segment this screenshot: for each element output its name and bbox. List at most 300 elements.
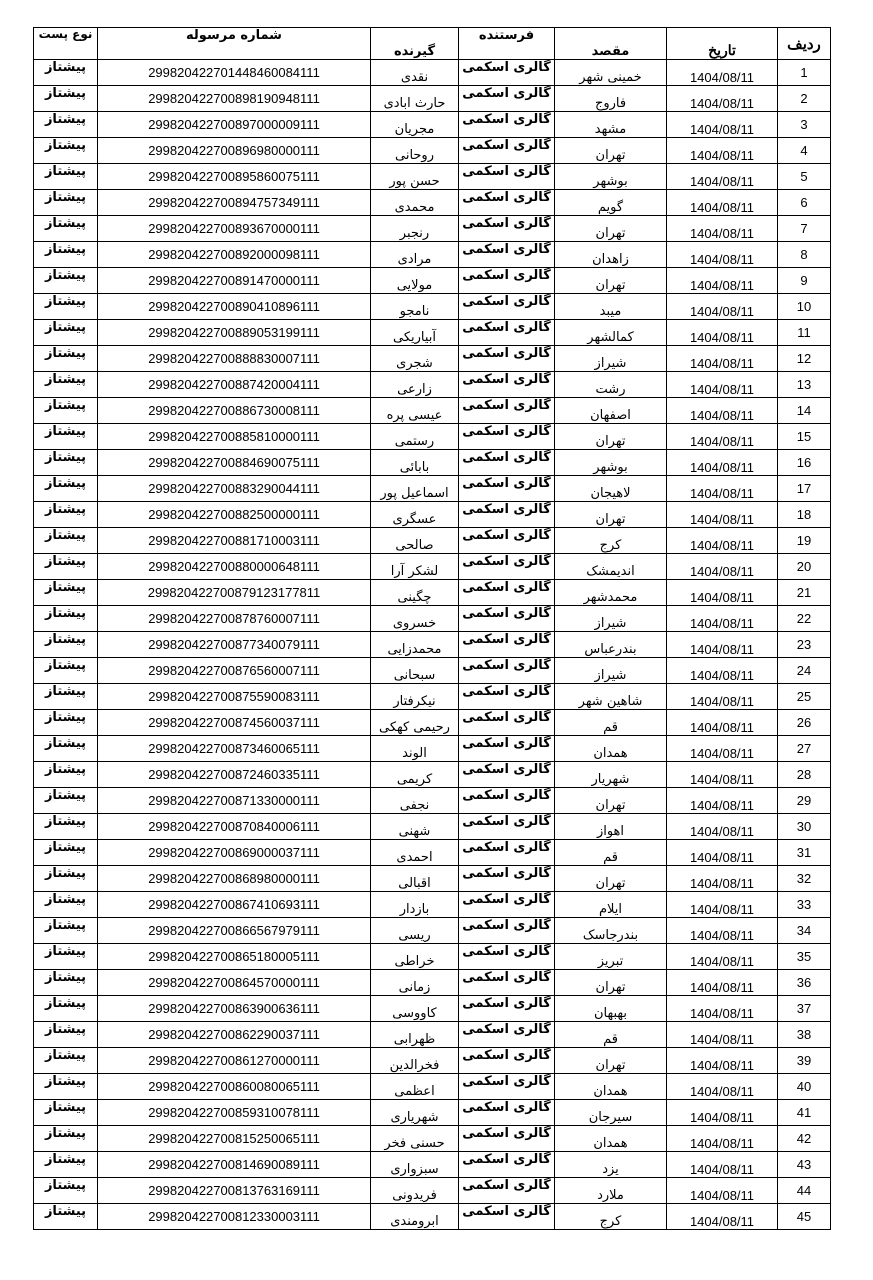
sender-cell: گالری اسکمی bbox=[459, 970, 555, 996]
destination-cell: بوشهر bbox=[555, 450, 667, 476]
row-number-cell: 10 bbox=[778, 294, 831, 320]
sender-cell: گالری اسکمی bbox=[459, 632, 555, 658]
tracking-number-cell: 299820422700887420004111 bbox=[98, 372, 371, 398]
tracking-number-cell: 299820422700862290037111 bbox=[98, 1022, 371, 1048]
post-type-cell: پیشتاز bbox=[34, 1204, 98, 1230]
table-row bbox=[34, 112, 831, 138]
recipient-cell: اقبالی bbox=[371, 866, 459, 892]
tracking-number-cell: 299820422700876560007111 bbox=[98, 658, 371, 684]
post-type-cell: پیشتاز bbox=[34, 216, 98, 242]
tracking-number-cell: 299820422700893670000111 bbox=[98, 216, 371, 242]
post-type-cell: پیشتاز bbox=[34, 528, 98, 554]
tracking-number-cell: 299820422700895860075111 bbox=[98, 164, 371, 190]
header-row bbox=[34, 28, 831, 60]
sender-cell: گالری اسکمی bbox=[459, 398, 555, 424]
row-number-cell: 3 bbox=[778, 112, 831, 138]
tracking-number-cell: 299820422700884690075111 bbox=[98, 450, 371, 476]
date-cell: 1404/08/11 bbox=[667, 1100, 778, 1126]
post-type-cell: پیشتاز bbox=[34, 788, 98, 814]
sender-cell: گالری اسکمی bbox=[459, 450, 555, 476]
recipient-cell: کاووسی bbox=[371, 996, 459, 1022]
recipient-cell: شهریاری bbox=[371, 1100, 459, 1126]
date-cell: 1404/08/11 bbox=[667, 346, 778, 372]
date-cell: 1404/08/11 bbox=[667, 1204, 778, 1230]
recipient-cell: بازدار bbox=[371, 892, 459, 918]
post-type-cell: پیشتاز bbox=[34, 762, 98, 788]
post-type-cell: پیشتاز bbox=[34, 268, 98, 294]
table-row bbox=[34, 970, 831, 996]
destination-cell: تهران bbox=[555, 502, 667, 528]
tracking-number-cell: 299820422700868980000111 bbox=[98, 866, 371, 892]
row-number-cell: 22 bbox=[778, 606, 831, 632]
table-row bbox=[34, 736, 831, 762]
row-number-cell: 16 bbox=[778, 450, 831, 476]
sender-cell: گالری اسکمی bbox=[459, 242, 555, 268]
destination-cell: بهبهان bbox=[555, 996, 667, 1022]
row-number-cell: 5 bbox=[778, 164, 831, 190]
post-type-cell: پیشتاز bbox=[34, 450, 98, 476]
sender-cell: گالری اسکمی bbox=[459, 502, 555, 528]
table-row bbox=[34, 996, 831, 1022]
table-row bbox=[34, 398, 831, 424]
destination-cell: فاروج bbox=[555, 86, 667, 112]
destination-cell: بوشهر bbox=[555, 164, 667, 190]
date-cell: 1404/08/11 bbox=[667, 866, 778, 892]
table-row bbox=[34, 606, 831, 632]
table-row bbox=[34, 814, 831, 840]
table-row bbox=[34, 1204, 831, 1230]
recipient-cell: چگینی bbox=[371, 580, 459, 606]
row-number-cell: 36 bbox=[778, 970, 831, 996]
destination-cell: تهران bbox=[555, 866, 667, 892]
tracking-number-cell: 299820422700891470000111 bbox=[98, 268, 371, 294]
date-cell: 1404/08/11 bbox=[667, 450, 778, 476]
row-number-cell: 40 bbox=[778, 1074, 831, 1100]
recipient-cell: سبزواری bbox=[371, 1152, 459, 1178]
date-cell: 1404/08/11 bbox=[667, 1074, 778, 1100]
post-type-cell: پیشتاز bbox=[34, 944, 98, 970]
post-type-cell: پیشتاز bbox=[34, 736, 98, 762]
destination-cell: سیرجان bbox=[555, 1100, 667, 1126]
date-cell: 1404/08/11 bbox=[667, 788, 778, 814]
recipient-cell: محمدزایی bbox=[371, 632, 459, 658]
row-number-cell: 8 bbox=[778, 242, 831, 268]
sender-cell: گالری اسکمی bbox=[459, 1048, 555, 1074]
recipient-cell: ظهرابی bbox=[371, 1022, 459, 1048]
sender-cell: گالری اسکمی bbox=[459, 580, 555, 606]
tracking-number-cell: 299820422700863900636111 bbox=[98, 996, 371, 1022]
sender-cell: گالری اسکمی bbox=[459, 892, 555, 918]
recipient-cell: رنجبر bbox=[371, 216, 459, 242]
recipient-cell: رستمی bbox=[371, 424, 459, 450]
row-number-cell: 28 bbox=[778, 762, 831, 788]
destination-cell: تهران bbox=[555, 970, 667, 996]
date-cell: 1404/08/11 bbox=[667, 684, 778, 710]
date-cell: 1404/08/11 bbox=[667, 1126, 778, 1152]
row-number-cell: 9 bbox=[778, 268, 831, 294]
date-cell: 1404/08/11 bbox=[667, 424, 778, 450]
sender-cell: گالری اسکمی bbox=[459, 320, 555, 346]
table-row bbox=[34, 86, 831, 112]
row-number-cell: 14 bbox=[778, 398, 831, 424]
row-number-cell: 19 bbox=[778, 528, 831, 554]
table-row bbox=[34, 164, 831, 190]
date-cell: 1404/08/11 bbox=[667, 840, 778, 866]
recipient-cell: صالحی bbox=[371, 528, 459, 554]
sender-cell: گالری اسکمی bbox=[459, 918, 555, 944]
row-number-cell: 12 bbox=[778, 346, 831, 372]
destination-cell: اهواز bbox=[555, 814, 667, 840]
post-type-cell: پیشتاز bbox=[34, 424, 98, 450]
row-number-cell: 17 bbox=[778, 476, 831, 502]
table-row bbox=[34, 268, 831, 294]
tracking-number-cell: 299820422700861270000111 bbox=[98, 1048, 371, 1074]
table-row bbox=[34, 1178, 831, 1204]
post-type-cell: پیشتاز bbox=[34, 1048, 98, 1074]
destination-cell: تهران bbox=[555, 268, 667, 294]
post-type-cell: پیشتاز bbox=[34, 502, 98, 528]
tracking-number-cell: 299820422700815250065111 bbox=[98, 1126, 371, 1152]
sender-cell: گالری اسکمی bbox=[459, 684, 555, 710]
shipment-sheet bbox=[38, 27, 831, 1230]
date-cell: 1404/08/11 bbox=[667, 86, 778, 112]
post-type-cell: پیشتاز bbox=[34, 1022, 98, 1048]
post-type-cell: پیشتاز bbox=[34, 190, 98, 216]
sender-cell: گالری اسکمی bbox=[459, 944, 555, 970]
table-body bbox=[34, 60, 831, 1230]
sender-cell: گالری اسکمی bbox=[459, 1022, 555, 1048]
recipient-cell: خسروی bbox=[371, 606, 459, 632]
sender-cell: گالری اسکمی bbox=[459, 554, 555, 580]
table-row bbox=[34, 554, 831, 580]
tracking-number-cell: 299820422700871330000111 bbox=[98, 788, 371, 814]
date-cell: 1404/08/11 bbox=[667, 138, 778, 164]
tracking-number-cell: 299820422700882500000111 bbox=[98, 502, 371, 528]
recipient-cell: عسگری bbox=[371, 502, 459, 528]
destination-cell: محمدشهر bbox=[555, 580, 667, 606]
row-number-cell: 21 bbox=[778, 580, 831, 606]
post-type-cell: پیشتاز bbox=[34, 398, 98, 424]
table-row bbox=[34, 788, 831, 814]
row-number-cell: 24 bbox=[778, 658, 831, 684]
post-type-cell: پیشتاز bbox=[34, 840, 98, 866]
date-cell: 1404/08/11 bbox=[667, 632, 778, 658]
header-tracking-number: شماره مرسوله bbox=[98, 28, 371, 60]
header-row-number: ردیف bbox=[778, 28, 831, 60]
date-cell: 1404/08/11 bbox=[667, 268, 778, 294]
tracking-number-cell: 299820422700869000037111 bbox=[98, 840, 371, 866]
sender-cell: گالری اسکمی bbox=[459, 710, 555, 736]
table-row bbox=[34, 892, 831, 918]
row-number-cell: 13 bbox=[778, 372, 831, 398]
destination-cell: تهران bbox=[555, 788, 667, 814]
row-number-cell: 29 bbox=[778, 788, 831, 814]
table-row bbox=[34, 320, 831, 346]
tracking-number-cell: 299820422700897000009111 bbox=[98, 112, 371, 138]
recipient-cell: مولایی bbox=[371, 268, 459, 294]
sender-cell: گالری اسکمی bbox=[459, 476, 555, 502]
sender-cell: گالری اسکمی bbox=[459, 1100, 555, 1126]
row-number-cell: 39 bbox=[778, 1048, 831, 1074]
row-number-cell: 32 bbox=[778, 866, 831, 892]
date-cell: 1404/08/11 bbox=[667, 1048, 778, 1074]
sender-cell: گالری اسکمی bbox=[459, 1074, 555, 1100]
date-cell: 1404/08/11 bbox=[667, 476, 778, 502]
sender-cell: گالری اسکمی bbox=[459, 606, 555, 632]
sender-cell: گالری اسکمی bbox=[459, 840, 555, 866]
post-type-cell: پیشتاز bbox=[34, 242, 98, 268]
destination-cell: میبد bbox=[555, 294, 667, 320]
row-number-cell: 27 bbox=[778, 736, 831, 762]
row-number-cell: 45 bbox=[778, 1204, 831, 1230]
header-destination: مقصد bbox=[555, 28, 667, 60]
header-date: تاریخ bbox=[667, 28, 778, 60]
post-type-cell: پیشتاز bbox=[34, 1074, 98, 1100]
tracking-number-cell: 299820422700898190948111 bbox=[98, 86, 371, 112]
post-type-cell: پیشتاز bbox=[34, 814, 98, 840]
tracking-number-cell: 299820422700883290044111 bbox=[98, 476, 371, 502]
tracking-number-cell: 299820422700894757349111 bbox=[98, 190, 371, 216]
tracking-number-cell: 299820422700860080065111 bbox=[98, 1074, 371, 1100]
destination-cell: مشهد bbox=[555, 112, 667, 138]
row-number-cell: 42 bbox=[778, 1126, 831, 1152]
recipient-cell: نیکرفتار bbox=[371, 684, 459, 710]
table-row bbox=[34, 944, 831, 970]
row-number-cell: 35 bbox=[778, 944, 831, 970]
table-row bbox=[34, 762, 831, 788]
tracking-number-cell: 299820422700892000098111 bbox=[98, 242, 371, 268]
row-number-cell: 43 bbox=[778, 1152, 831, 1178]
destination-cell: شیراز bbox=[555, 658, 667, 684]
table-row bbox=[34, 866, 831, 892]
tracking-number-cell: 299820422700859310078111 bbox=[98, 1100, 371, 1126]
destination-cell: تبریز bbox=[555, 944, 667, 970]
recipient-cell: حارث ابادی bbox=[371, 86, 459, 112]
destination-cell: همدان bbox=[555, 1074, 667, 1100]
sender-cell: گالری اسکمی bbox=[459, 528, 555, 554]
date-cell: 1404/08/11 bbox=[667, 944, 778, 970]
tracking-number-cell: 299820422700880000648111 bbox=[98, 554, 371, 580]
table-row bbox=[34, 580, 831, 606]
sender-cell: گالری اسکمی bbox=[459, 190, 555, 216]
table-row bbox=[34, 710, 831, 736]
date-cell: 1404/08/11 bbox=[667, 918, 778, 944]
row-number-cell: 33 bbox=[778, 892, 831, 918]
row-number-cell: 7 bbox=[778, 216, 831, 242]
post-type-cell: پیشتاز bbox=[34, 866, 98, 892]
header-recipient: گیرنده bbox=[371, 28, 459, 60]
date-cell: 1404/08/11 bbox=[667, 606, 778, 632]
recipient-cell: حسنی فخر bbox=[371, 1126, 459, 1152]
table-row bbox=[34, 1022, 831, 1048]
destination-cell: شاهین شهر bbox=[555, 684, 667, 710]
recipient-cell: ابرومندی bbox=[371, 1204, 459, 1230]
recipient-cell: فریدونی bbox=[371, 1178, 459, 1204]
post-type-cell: پیشتاز bbox=[34, 294, 98, 320]
row-number-cell: 20 bbox=[778, 554, 831, 580]
row-number-cell: 23 bbox=[778, 632, 831, 658]
destination-cell: شیراز bbox=[555, 606, 667, 632]
table-row bbox=[34, 1100, 831, 1126]
recipient-cell: حسن پور bbox=[371, 164, 459, 190]
sender-cell: گالری اسکمی bbox=[459, 788, 555, 814]
recipient-cell: مجریان bbox=[371, 112, 459, 138]
table-row bbox=[34, 450, 831, 476]
destination-cell: قم bbox=[555, 840, 667, 866]
recipient-cell: احمدی bbox=[371, 840, 459, 866]
post-type-cell: پیشتاز bbox=[34, 970, 98, 996]
destination-cell: یزد bbox=[555, 1152, 667, 1178]
date-cell: 1404/08/11 bbox=[667, 112, 778, 138]
date-cell: 1404/08/11 bbox=[667, 398, 778, 424]
post-type-cell: پیشتاز bbox=[34, 138, 98, 164]
row-number-cell: 11 bbox=[778, 320, 831, 346]
destination-cell: اندیمشک bbox=[555, 554, 667, 580]
sender-cell: گالری اسکمی bbox=[459, 736, 555, 762]
tracking-number-cell: 299820422700888830007111 bbox=[98, 346, 371, 372]
date-cell: 1404/08/11 bbox=[667, 528, 778, 554]
date-cell: 1404/08/11 bbox=[667, 658, 778, 684]
tracking-number-cell: 299820422700864570000111 bbox=[98, 970, 371, 996]
tracking-number-cell: 299820422700881710003111 bbox=[98, 528, 371, 554]
destination-cell: تهران bbox=[555, 424, 667, 450]
sender-cell: گالری اسکمی bbox=[459, 1126, 555, 1152]
post-type-cell: پیشتاز bbox=[34, 60, 98, 86]
table-row bbox=[34, 1074, 831, 1100]
tracking-number-cell: 299820422700873460065111 bbox=[98, 736, 371, 762]
date-cell: 1404/08/11 bbox=[667, 710, 778, 736]
row-number-cell: 31 bbox=[778, 840, 831, 866]
table-row bbox=[34, 528, 831, 554]
recipient-cell: لشکر آرا bbox=[371, 554, 459, 580]
tracking-number-cell: 299820422700878760007111 bbox=[98, 606, 371, 632]
sender-cell: گالری اسکمی bbox=[459, 866, 555, 892]
row-number-cell: 34 bbox=[778, 918, 831, 944]
sender-cell: گالری اسکمی bbox=[459, 372, 555, 398]
date-cell: 1404/08/11 bbox=[667, 892, 778, 918]
post-type-cell: پیشتاز bbox=[34, 476, 98, 502]
sender-cell: گالری اسکمی bbox=[459, 1204, 555, 1230]
post-type-cell: پیشتاز bbox=[34, 684, 98, 710]
table-row bbox=[34, 658, 831, 684]
destination-cell: ایلام bbox=[555, 892, 667, 918]
date-cell: 1404/08/11 bbox=[667, 736, 778, 762]
date-cell: 1404/08/11 bbox=[667, 580, 778, 606]
destination-cell: قم bbox=[555, 710, 667, 736]
date-cell: 1404/08/11 bbox=[667, 814, 778, 840]
recipient-cell: عیسی پره bbox=[371, 398, 459, 424]
post-type-cell: پیشتاز bbox=[34, 710, 98, 736]
date-cell: 1404/08/11 bbox=[667, 242, 778, 268]
sender-cell: گالری اسکمی bbox=[459, 762, 555, 788]
sender-cell: گالری اسکمی bbox=[459, 424, 555, 450]
tracking-number-cell: 299820422700814690089111 bbox=[98, 1152, 371, 1178]
recipient-cell: شجری bbox=[371, 346, 459, 372]
row-number-cell: 38 bbox=[778, 1022, 831, 1048]
sender-cell: گالری اسکمی bbox=[459, 294, 555, 320]
table-row bbox=[34, 242, 831, 268]
destination-cell: گویم bbox=[555, 190, 667, 216]
sender-cell: گالری اسکمی bbox=[459, 86, 555, 112]
recipient-cell: زارعی bbox=[371, 372, 459, 398]
table-row bbox=[34, 918, 831, 944]
tracking-number-cell: 299820422700870840006111 bbox=[98, 814, 371, 840]
destination-cell: همدان bbox=[555, 736, 667, 762]
date-cell: 1404/08/11 bbox=[667, 970, 778, 996]
post-type-cell: پیشتاز bbox=[34, 918, 98, 944]
destination-cell: همدان bbox=[555, 1126, 667, 1152]
tracking-number-cell: 299820422700890410896111 bbox=[98, 294, 371, 320]
recipient-cell: کریمی bbox=[371, 762, 459, 788]
row-number-cell: 6 bbox=[778, 190, 831, 216]
tracking-number-cell: 299820422700866567979111 bbox=[98, 918, 371, 944]
tracking-number-cell: 299820422700812330003111 bbox=[98, 1204, 371, 1230]
date-cell: 1404/08/11 bbox=[667, 554, 778, 580]
date-cell: 1404/08/11 bbox=[667, 164, 778, 190]
destination-cell: لاهیجان bbox=[555, 476, 667, 502]
destination-cell: کمالشهر bbox=[555, 320, 667, 346]
destination-cell: ملارد bbox=[555, 1178, 667, 1204]
table-row bbox=[34, 138, 831, 164]
sender-cell: گالری اسکمی bbox=[459, 216, 555, 242]
destination-cell: بندرعباس bbox=[555, 632, 667, 658]
post-type-cell: پیشتاز bbox=[34, 606, 98, 632]
date-cell: 1404/08/11 bbox=[667, 320, 778, 346]
destination-cell: زاهدان bbox=[555, 242, 667, 268]
sender-cell: گالری اسکمی bbox=[459, 268, 555, 294]
table-row bbox=[34, 840, 831, 866]
row-number-cell: 15 bbox=[778, 424, 831, 450]
post-type-cell: پیشتاز bbox=[34, 658, 98, 684]
row-number-cell: 37 bbox=[778, 996, 831, 1022]
table-row bbox=[34, 1126, 831, 1152]
destination-cell: خمینی شهر bbox=[555, 60, 667, 86]
post-type-cell: پیشتاز bbox=[34, 580, 98, 606]
destination-cell: رشت bbox=[555, 372, 667, 398]
table-row bbox=[34, 1048, 831, 1074]
recipient-cell: رحیمی کهکی bbox=[371, 710, 459, 736]
date-cell: 1404/08/11 bbox=[667, 190, 778, 216]
table-row bbox=[34, 1152, 831, 1178]
post-type-cell: پیشتاز bbox=[34, 996, 98, 1022]
post-type-cell: پیشتاز bbox=[34, 1152, 98, 1178]
recipient-cell: ریسی bbox=[371, 918, 459, 944]
destination-cell: کرج bbox=[555, 528, 667, 554]
destination-cell: قم bbox=[555, 1022, 667, 1048]
post-type-cell: پیشتاز bbox=[34, 372, 98, 398]
recipient-cell: نجفی bbox=[371, 788, 459, 814]
tracking-number-cell: 299820422700885810000111 bbox=[98, 424, 371, 450]
post-type-cell: پیشتاز bbox=[34, 1178, 98, 1204]
date-cell: 1404/08/11 bbox=[667, 1152, 778, 1178]
post-type-cell: پیشتاز bbox=[34, 86, 98, 112]
recipient-cell: نامجو bbox=[371, 294, 459, 320]
header-sender: فرستنده bbox=[459, 28, 555, 60]
tracking-number-cell: 299820422701448460084111 bbox=[98, 60, 371, 86]
destination-cell: تهران bbox=[555, 1048, 667, 1074]
date-cell: 1404/08/11 bbox=[667, 762, 778, 788]
tracking-number-cell: 299820422700872460335111 bbox=[98, 762, 371, 788]
row-number-cell: 44 bbox=[778, 1178, 831, 1204]
table-row bbox=[34, 294, 831, 320]
row-number-cell: 41 bbox=[778, 1100, 831, 1126]
table-row bbox=[34, 190, 831, 216]
date-cell: 1404/08/11 bbox=[667, 216, 778, 242]
row-number-cell: 25 bbox=[778, 684, 831, 710]
recipient-cell: خراطی bbox=[371, 944, 459, 970]
recipient-cell: آبیاریکی bbox=[371, 320, 459, 346]
destination-cell: شهریار bbox=[555, 762, 667, 788]
